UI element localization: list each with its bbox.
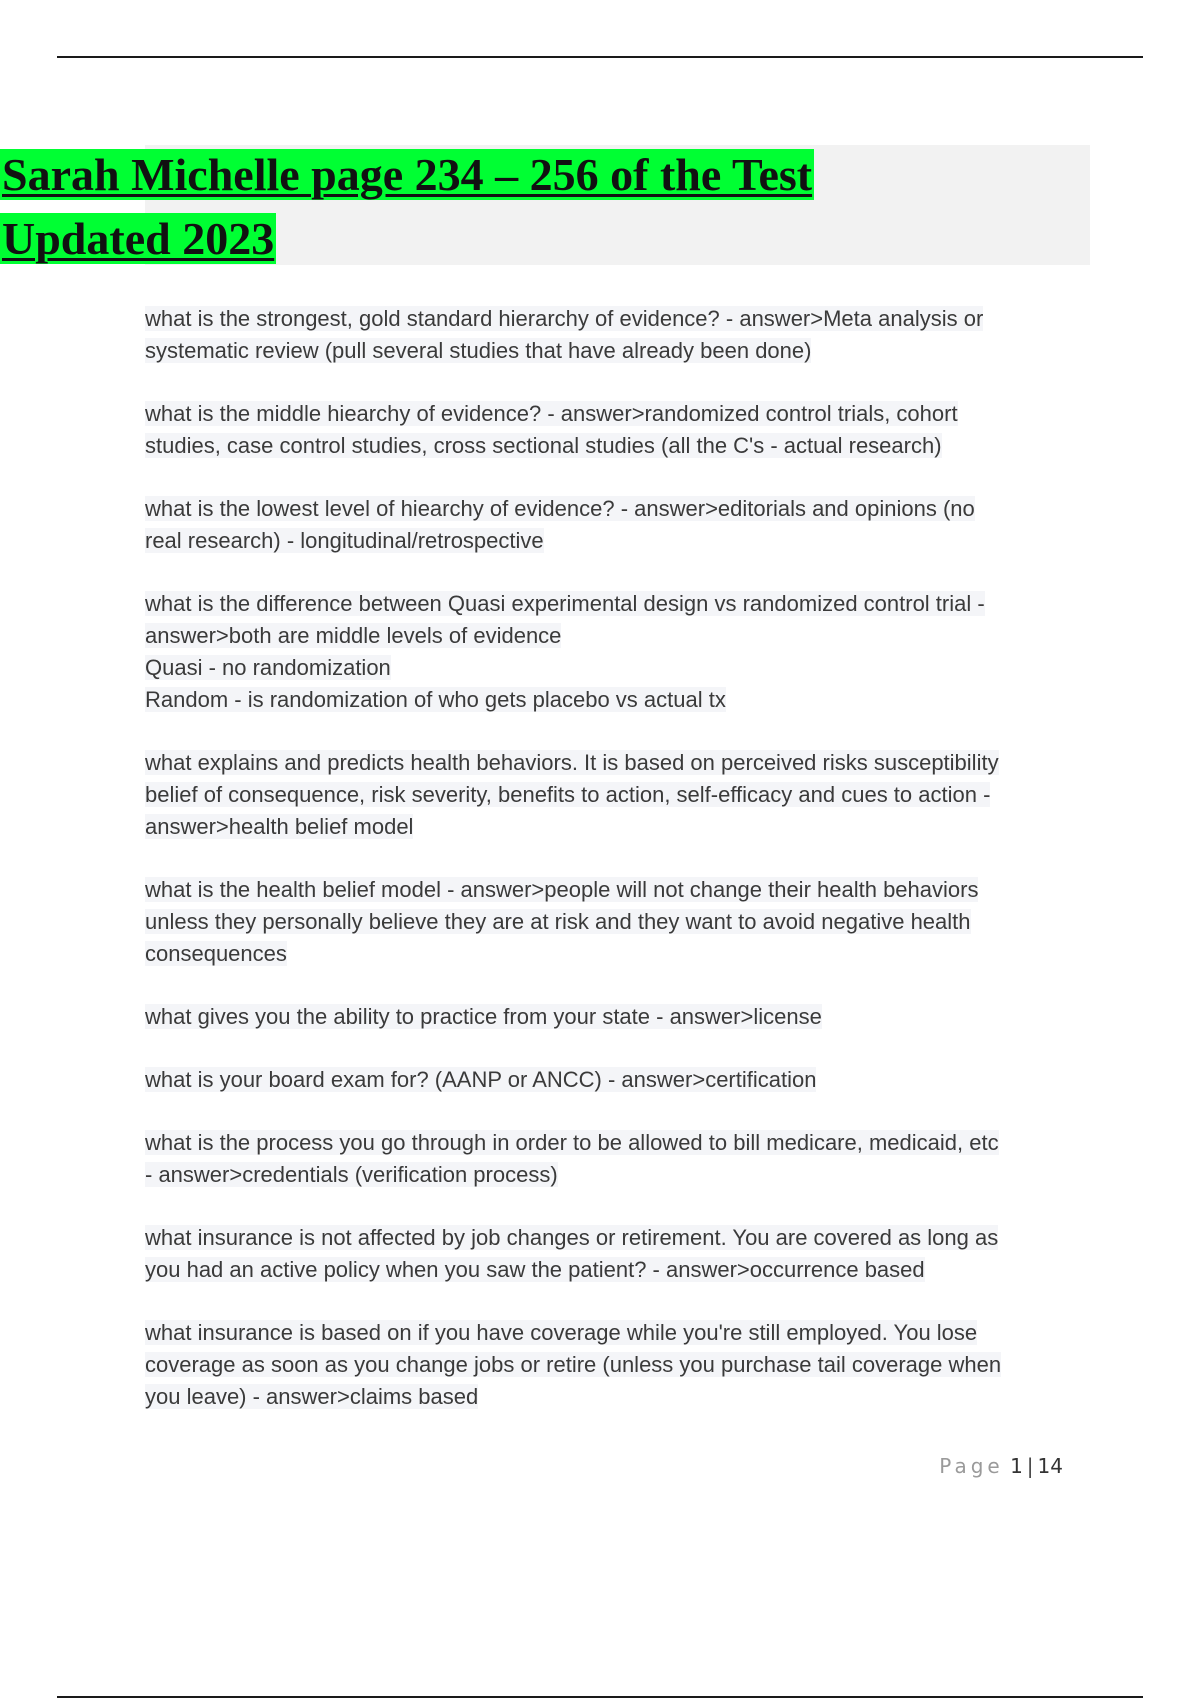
qa-line-text: what is the health belief model - answer>people will not change their health behaviors xyxy=(145,877,979,902)
qa-line xyxy=(145,620,1090,652)
document-title-line-2: Updated 2023 xyxy=(2,213,275,264)
qa-line-text: you had an active policy when you saw the patient? - answer>occurrence based xyxy=(145,1257,925,1282)
qa-line xyxy=(145,335,1090,367)
current-page-number: 1 xyxy=(1010,1454,1023,1478)
qa-line-text: consequences xyxy=(145,941,287,966)
qa-entry xyxy=(145,1127,1090,1191)
qa-entry xyxy=(145,874,1090,970)
qa-line xyxy=(145,588,1090,620)
qa-line xyxy=(145,1381,1090,1413)
qa-line xyxy=(145,747,1090,779)
top-rule xyxy=(57,56,1143,58)
qa-line-text: coverage as soon as you change jobs or retire (unless you purchase tail coverage when xyxy=(145,1352,1002,1377)
qa-line-text: what is the middle hiearchy of evidence? - answer>randomized control trials, cohort xyxy=(145,401,958,426)
qa-line-text: Random - is randomization of who gets placebo vs actual tx xyxy=(145,687,726,712)
qa-entry xyxy=(145,588,1090,716)
qa-line xyxy=(145,1001,1090,1033)
qa-line xyxy=(145,525,1090,557)
qa-line-text: what is the strongest, gold standard hierarchy of evidence? - answer>Meta analysis or xyxy=(145,306,984,331)
qa-line xyxy=(145,430,1090,462)
qa-entry xyxy=(145,747,1090,843)
qa-line-text: what is the lowest level of hiearchy of evidence? - answer>editorials and opinions (no xyxy=(145,496,975,521)
qa-line xyxy=(145,493,1090,525)
qa-list xyxy=(145,303,1090,1444)
qa-line-text: what gives you the ability to practice from your state - answer>license xyxy=(145,1004,822,1029)
qa-entry xyxy=(145,303,1090,367)
document-title-line-1: Sarah Michelle page 234 – 256 of the Test xyxy=(2,149,813,200)
qa-line xyxy=(145,1127,1090,1159)
qa-line xyxy=(145,398,1090,430)
qa-entry xyxy=(145,1317,1090,1413)
qa-line xyxy=(145,1064,1090,1096)
qa-line-text: what is the process you go through in order to be allowed to bill medicare, medicaid, etc xyxy=(145,1130,999,1155)
page-word: Page xyxy=(939,1454,1004,1478)
page-separator: | xyxy=(1026,1454,1034,1478)
qa-line xyxy=(145,811,1090,843)
qa-line xyxy=(145,652,1090,684)
qa-entry xyxy=(145,1001,1090,1033)
qa-entry xyxy=(145,1222,1090,1286)
qa-line xyxy=(145,303,1090,335)
qa-line-text: answer>both are middle levels of evidence xyxy=(145,623,562,648)
qa-line xyxy=(145,906,1090,938)
qa-line xyxy=(145,1349,1090,1381)
qa-line xyxy=(145,684,1090,716)
qa-line-text: studies, case control studies, cross sectional studies (all the C's - actual research) xyxy=(145,433,942,458)
qa-line-text: belief of consequence, risk severity, benefits to action, self-efficacy and cues to action - xyxy=(145,782,991,807)
qa-line-text: what insurance is not affected by job changes or retirement. You are covered as long as xyxy=(145,1225,999,1250)
qa-line-text: what explains and predicts health behaviors. It is based on perceived risks susceptibility xyxy=(145,750,999,775)
qa-line xyxy=(145,779,1090,811)
qa-entry xyxy=(145,1064,1090,1096)
qa-line xyxy=(145,1222,1090,1254)
qa-line-text: Quasi - no randomization xyxy=(145,655,391,680)
qa-line xyxy=(145,938,1090,970)
qa-line-text: answer>health belief model xyxy=(145,814,414,839)
qa-line-text: you leave) - answer>claims based xyxy=(145,1384,479,1409)
qa-line xyxy=(145,874,1090,906)
qa-line-text: systematic review (pull several studies that have already been done) xyxy=(145,338,812,363)
qa-line-text: real research) - longitudinal/retrospective xyxy=(145,528,544,553)
qa-line xyxy=(145,1317,1090,1349)
qa-line-text: unless they personally believe they are at risk and they want to avoid negative health xyxy=(145,909,971,934)
qa-line-text: what insurance is based on if you have coverage while you're still employed. You lose xyxy=(145,1320,978,1345)
bottom-rule xyxy=(57,1696,1143,1698)
qa-line-text: - answer>credentials (verification process) xyxy=(145,1162,558,1187)
page-footer xyxy=(939,1454,1063,1478)
qa-line xyxy=(145,1254,1090,1286)
qa-entry xyxy=(145,493,1090,557)
total-pages-number: 14 xyxy=(1037,1454,1063,1478)
qa-line-text: what is the difference between Quasi experimental design vs randomized control trial - xyxy=(145,591,985,616)
qa-line-text: what is your board exam for? (AANP or ANCC) - answer>certification xyxy=(145,1067,817,1092)
qa-line xyxy=(145,1159,1090,1191)
qa-entry xyxy=(145,398,1090,462)
